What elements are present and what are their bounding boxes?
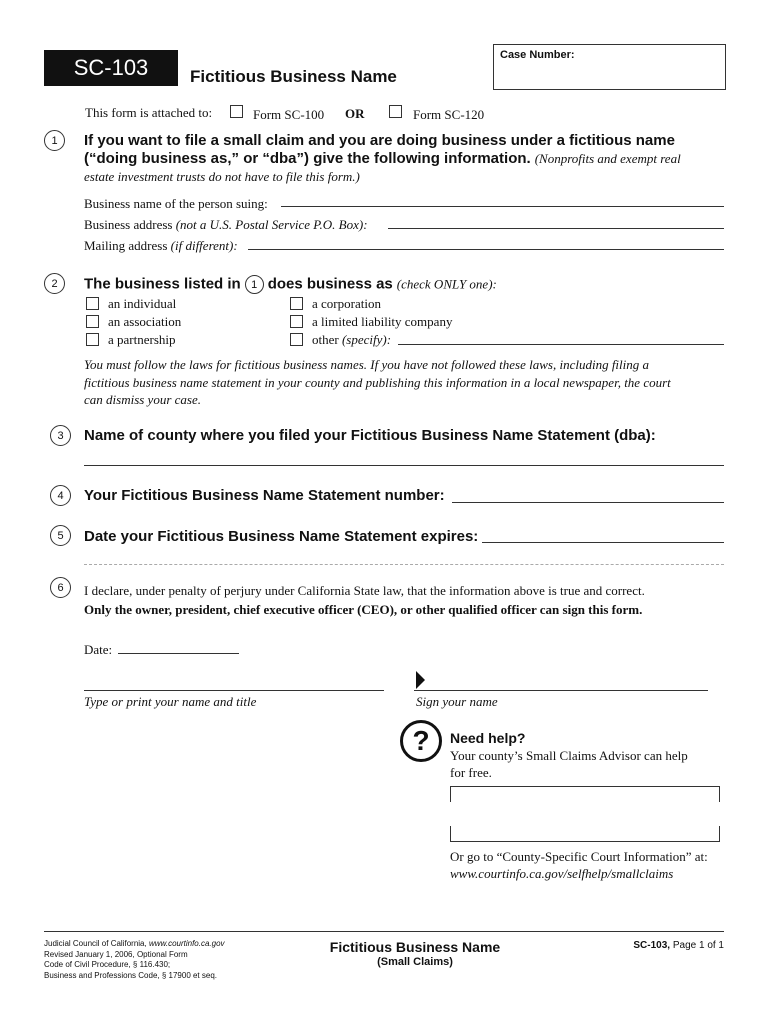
selfhelp-url[interactable]: www.courtinfo.ca.gov/selfhelp/smallclaims [450,866,674,881]
section-1-number: 1 [44,130,65,151]
other-note: (specify): [341,332,392,347]
date-field[interactable] [118,653,239,654]
signature-field[interactable] [414,690,708,691]
business-name-field[interactable] [281,206,724,207]
business-name-label: Business name of the person suing: [84,196,268,211]
form-title: Fictitious Business Name [190,67,397,86]
sign-name-label: Sign your name [416,694,498,709]
county-field[interactable] [84,465,724,466]
footer-form-id: SC-103, [633,940,671,951]
other-specify-field[interactable] [398,344,724,345]
warning-line-3: can dismiss your case. [84,392,201,407]
print-name-field[interactable] [84,690,384,691]
section-6-number: 6 [50,577,71,598]
warning-line-2: fictitious business name statement in your county and publishing this information in a local newspaper, the court [84,375,671,390]
footer-left [44,939,225,981]
section-1-heading-line2: (“doing business as,” or “dba”) give the following information. [84,150,531,167]
sc100-label: Form SC-100 [253,107,325,122]
section-3-heading: Name of county where you filed your Fictitious Business Name Statement (dba): [84,427,656,444]
section-1-heading-line1: If you want to file a small claim and you are doing business under a fictitious name [84,132,675,149]
mailing-address-label: Mailing address [84,238,168,253]
association-label: an association [108,314,182,329]
section-4-number: 4 [50,485,71,506]
footer-council-url[interactable]: www.courtinfo.ca.gov [148,939,225,948]
sc120-checkbox[interactable] [389,105,402,118]
business-address-label: Business address [84,217,173,232]
footer-revised: Revised January 1, 2006, Optional Form [44,949,188,959]
section-1-note-b: estate investment trusts do not have to file this form.) [84,169,360,184]
llc-label: a limited liability company [312,314,453,329]
statement-number-field[interactable] [452,502,724,503]
expiration-date-field[interactable] [482,542,724,543]
section-4-heading: Your Fictitious Business Name Statement number: [84,487,445,504]
section-1-ref: 1 [245,275,264,294]
advisor-box-bottom-rule [450,841,720,842]
date-label: Date: [84,642,113,657]
section-2-note: (check ONLY one): [396,276,497,292]
section-3-number: 3 [50,425,71,446]
other-label: other [312,332,339,347]
individual-checkbox[interactable] [86,297,99,310]
or-label: OR [345,106,365,121]
section-5-heading: Date your Fictitious Business Name Statement expires: [84,528,479,545]
advisor-box-right-tick-bottom [719,826,720,842]
footer-council: Judicial Council of California, [44,939,147,948]
section-2-heading-a: The business listed in [84,275,241,293]
warning-line-1: You must follow the laws for fictitious business names. If you have not followed these laws, including filing a [84,357,650,372]
footer-right [560,940,724,951]
business-address-note: (not a U.S. Postal Service P.O. Box): [175,217,368,232]
need-help-heading: Need help? [450,730,526,746]
sc120-label: Form SC-120 [413,107,485,122]
section-2-heading-b: does business as [267,275,393,293]
section-5-number: 5 [50,525,71,546]
print-name-label: Type or print your name and title [84,694,257,709]
footer-code-bpc: Business and Professions Code, § 17900 et seq. [44,970,217,980]
individual-label: an individual [108,296,177,311]
advisor-box-top-rule [450,786,720,787]
advisor-info-box[interactable] [450,786,720,842]
mailing-address-note: (if different): [170,238,238,253]
signer-requirement: Only the owner, president, chief executive officer (CEO), or other qualified officer can sign this form. [84,602,643,617]
advisor-box-right-tick-top [719,786,720,802]
partnership-label: a partnership [108,332,176,347]
goto-text: Or go to “County-Specific Court Information” at: [450,849,708,864]
help-text-1: Your county’s Small Claims Advisor can help [450,748,688,763]
declaration-text: I declare, under penalty of perjury under California State law, that the information above is true and correct. [84,583,645,598]
sc100-checkbox[interactable] [230,105,243,118]
section-divider [84,564,724,565]
case-number-box[interactable] [493,44,726,90]
business-address-field[interactable] [388,228,724,229]
footer-rule [44,931,724,932]
advisor-box-left-tick-top [450,786,451,802]
footer-page: Page 1 of 1 [672,940,724,951]
corporation-label: a corporation [312,296,381,311]
signature-arrow-icon [416,671,425,689]
footer-code-ccp: Code of Civil Procedure, § 116.430; [44,960,171,969]
association-checkbox[interactable] [86,315,99,328]
help-text-2: for free. [450,765,492,780]
attached-to-label: This form is attached to: [85,105,213,120]
corporation-checkbox[interactable] [290,297,303,310]
partnership-checkbox[interactable] [86,333,99,346]
footer-subtitle: (Small Claims) [377,956,453,968]
llc-checkbox[interactable] [290,315,303,328]
other-checkbox[interactable] [290,333,303,346]
section-1-note-a: (Nonprofits and exempt real [534,151,681,166]
advisor-box-left-tick-bottom [450,826,451,842]
footer-title: Fictitious Business Name [329,939,501,955]
case-number-label: Case Number: [500,49,575,61]
mailing-address-field[interactable] [248,249,724,250]
section-2-number: 2 [44,273,65,294]
question-mark-icon: ? [400,720,442,762]
form-id-badge: SC-103 [44,50,178,86]
